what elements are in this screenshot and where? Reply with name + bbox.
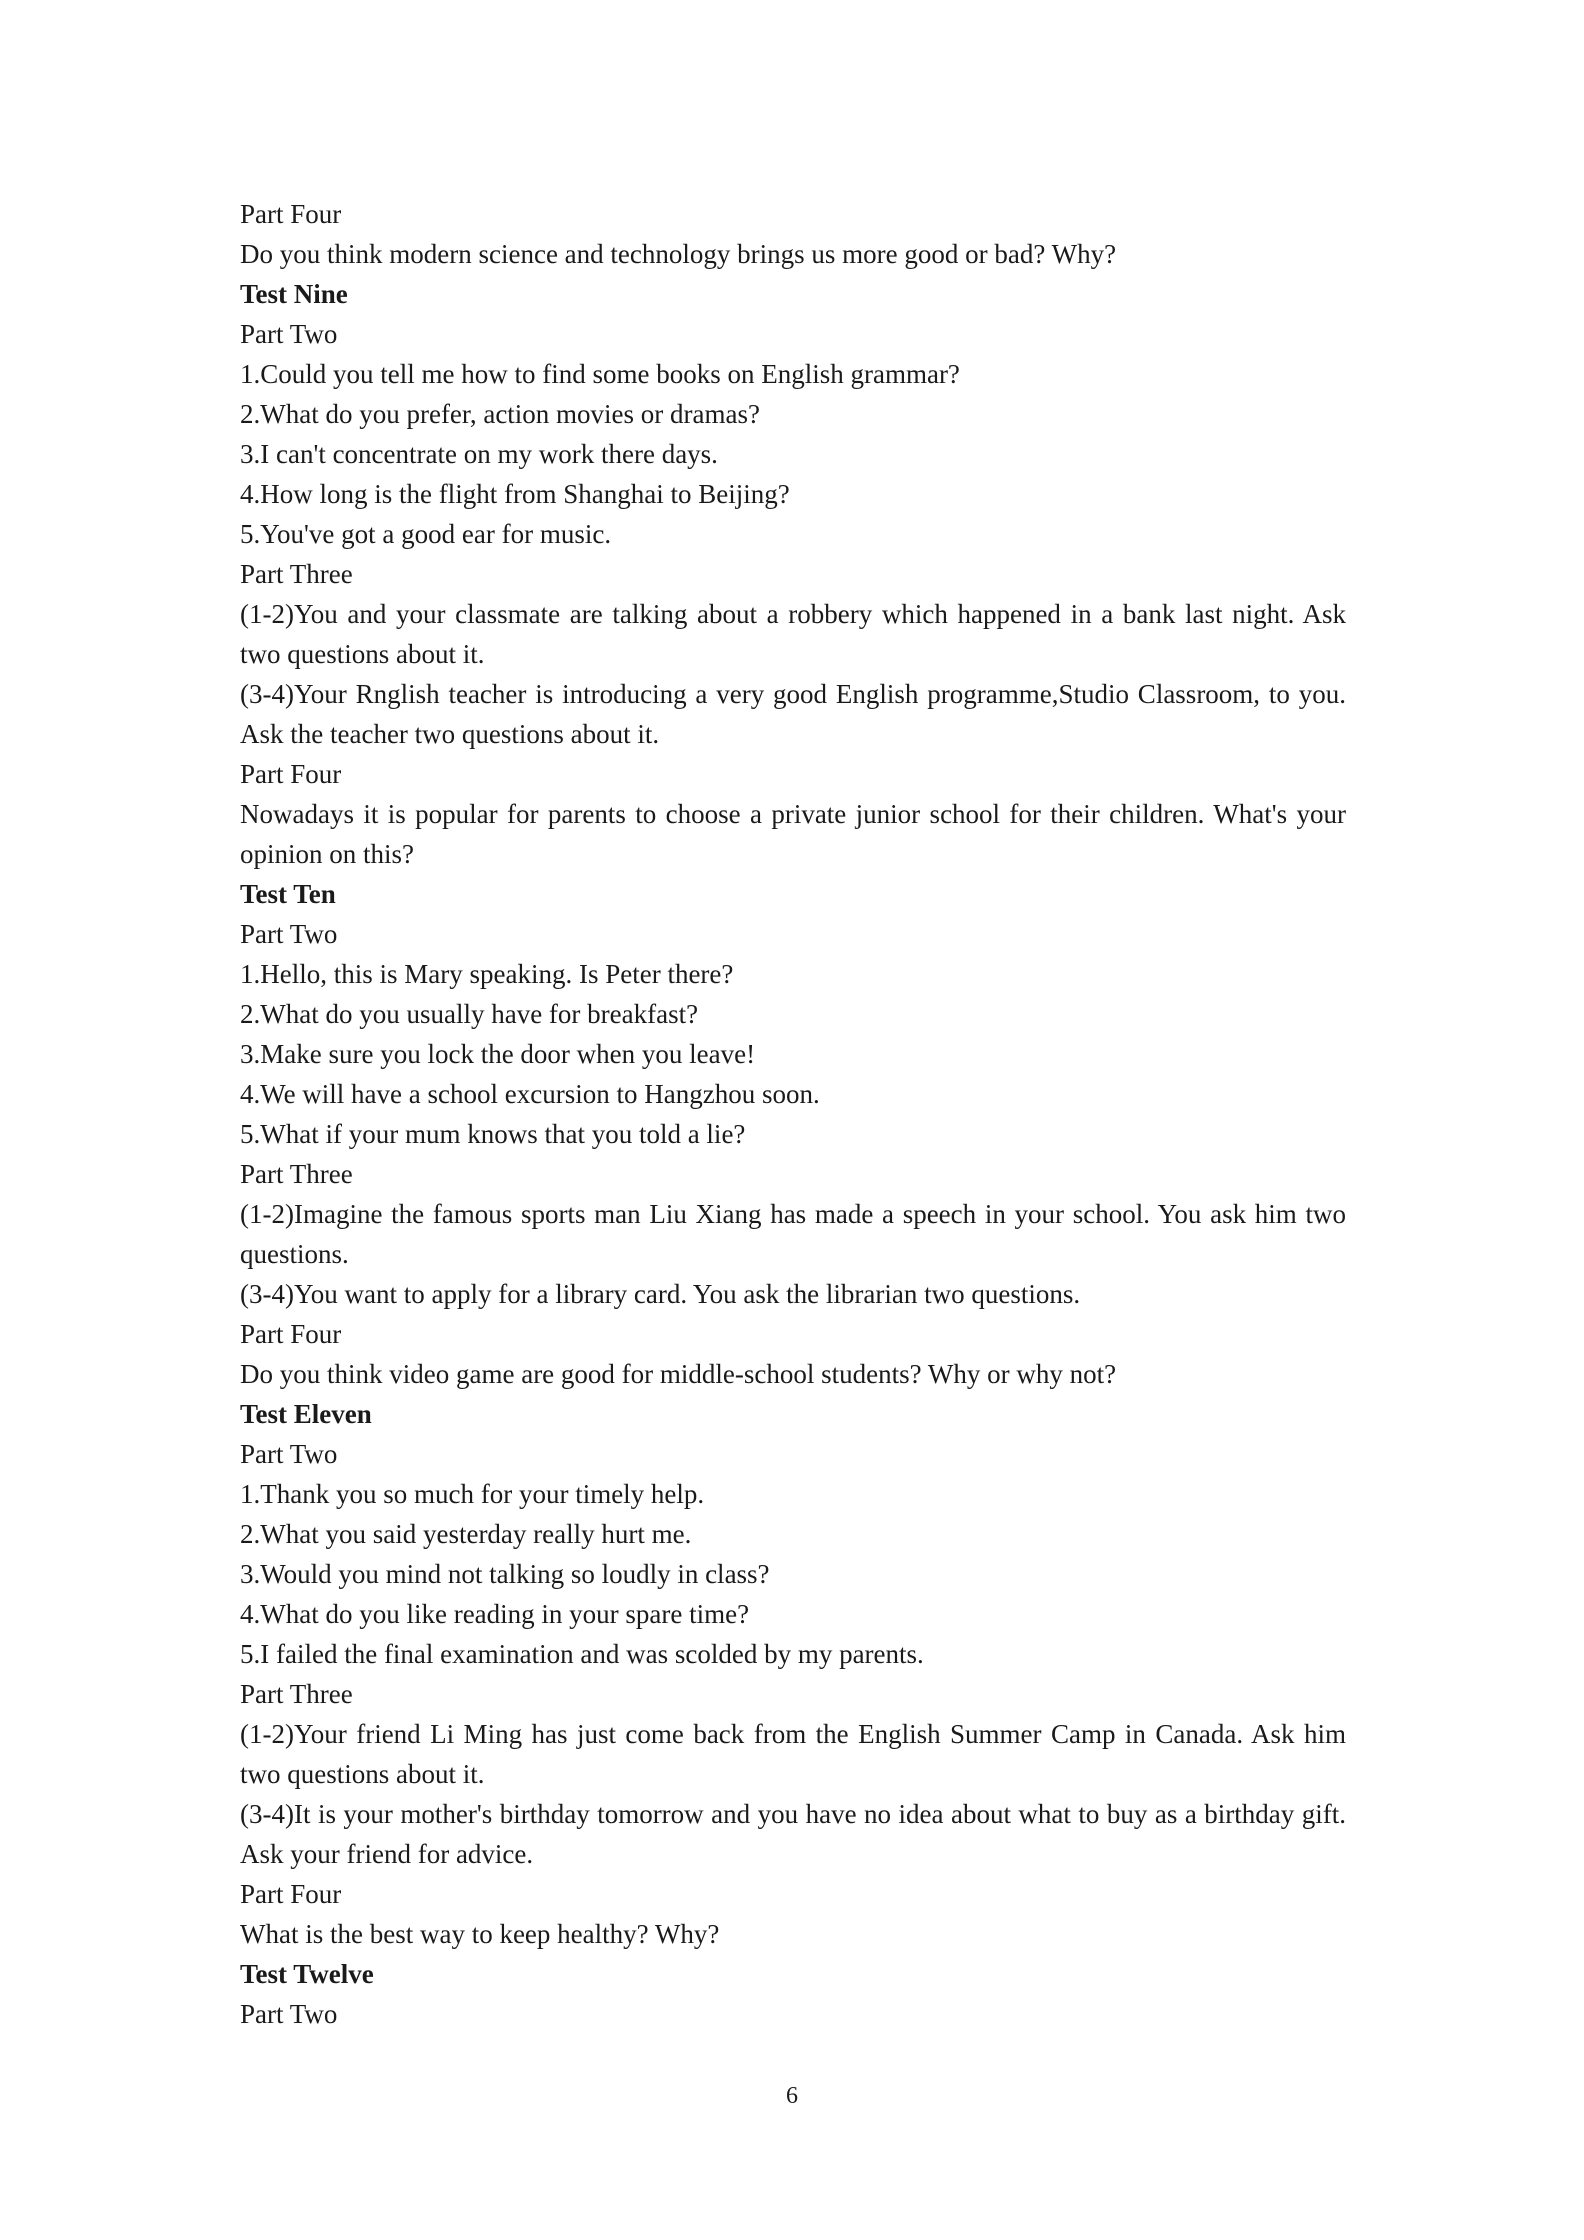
text-line: Part Two: [240, 1999, 338, 2029]
text-line: 3.Make sure you lock the door when you leave!: [240, 1039, 756, 1069]
text-line: 4.How long is the flight from Shanghai to Beijing?: [240, 479, 790, 509]
text-line: 5.What if your mum knows that you told a lie?: [240, 1119, 746, 1149]
page-number: 6: [786, 2083, 798, 2109]
text-line: 1.Thank you so much for your timely help.: [240, 1479, 705, 1509]
text-line: 2.What do you usually have for breakfast?: [240, 999, 699, 1029]
text-line: Part Four: [240, 1879, 342, 1909]
document-body: [240, 194, 1346, 2034]
question-paragraph: Nowadays it is popular for parents to choose a private junior school for their children. What's your opinion on this?: [240, 799, 1346, 869]
test-heading: Test Twelve: [240, 1959, 374, 1989]
question-paragraph: (3-4)Your Rnglish teacher is introducing a very good English programme,Studio Classroom, to you. Ask the teacher two questions about it.: [240, 679, 1346, 749]
test-heading: Test Eleven: [240, 1399, 372, 1429]
text-line: 2.What you said yesterday really hurt me.: [240, 1519, 692, 1549]
text-line: Part Four: [240, 1319, 342, 1349]
test-heading: Test Ten: [240, 879, 336, 909]
text-line: Part Two: [240, 319, 338, 349]
text-line: 1.Could you tell me how to find some books on English grammar?: [240, 359, 960, 389]
text-line: 1.Hello, this is Mary speaking. Is Peter there?: [240, 959, 734, 989]
text-line: Part Three: [240, 1159, 353, 1189]
question-paragraph: (3-4)It is your mother's birthday tomorrow and you have no idea about what to buy as a birthday gift. Ask your friend for advice.: [240, 1799, 1346, 1869]
question-paragraph: (1-2)Your friend Li Ming has just come back from the English Summer Camp in Canada. Ask him two questions about it.: [240, 1719, 1346, 1789]
text-line: 5.You've got a good ear for music.: [240, 519, 612, 549]
text-line: Do you think video game are good for middle-school students? Why or why not?: [240, 1359, 1117, 1389]
question-paragraph: (1-2)You and your classmate are talking about a robbery which happened in a bank last night. Ask two questions about it.: [240, 599, 1346, 669]
text-line: 5.I failed the final examination and was scolded by my parents.: [240, 1639, 924, 1669]
text-line: 3.I can't concentrate on my work there days.: [240, 439, 718, 469]
text-line: (3-4)You want to apply for a library card. You ask the librarian two questions.: [240, 1279, 1081, 1309]
text-line: 4.We will have a school excursion to Hangzhou soon.: [240, 1079, 820, 1109]
text-line: Part Three: [240, 559, 353, 589]
text-line: Part Two: [240, 1439, 338, 1469]
text-line: 4.What do you like reading in your spare time?: [240, 1599, 750, 1629]
text-line: Part Four: [240, 199, 342, 229]
question-paragraph: (1-2)Imagine the famous sports man Liu Xiang has made a speech in your school. You ask him two questions.: [240, 1199, 1346, 1269]
text-line: Part Four: [240, 759, 342, 789]
text-line: Do you think modern science and technology brings us more good or bad? Why?: [240, 239, 1117, 269]
text-line: Part Two: [240, 919, 338, 949]
text-line: What is the best way to keep healthy? Why?: [240, 1919, 720, 1949]
text-line: 3.Would you mind not talking so loudly in class?: [240, 1559, 770, 1589]
text-line: Part Three: [240, 1679, 353, 1709]
text-line: 2.What do you prefer, action movies or dramas?: [240, 399, 760, 429]
test-heading: Test Nine: [240, 279, 348, 309]
